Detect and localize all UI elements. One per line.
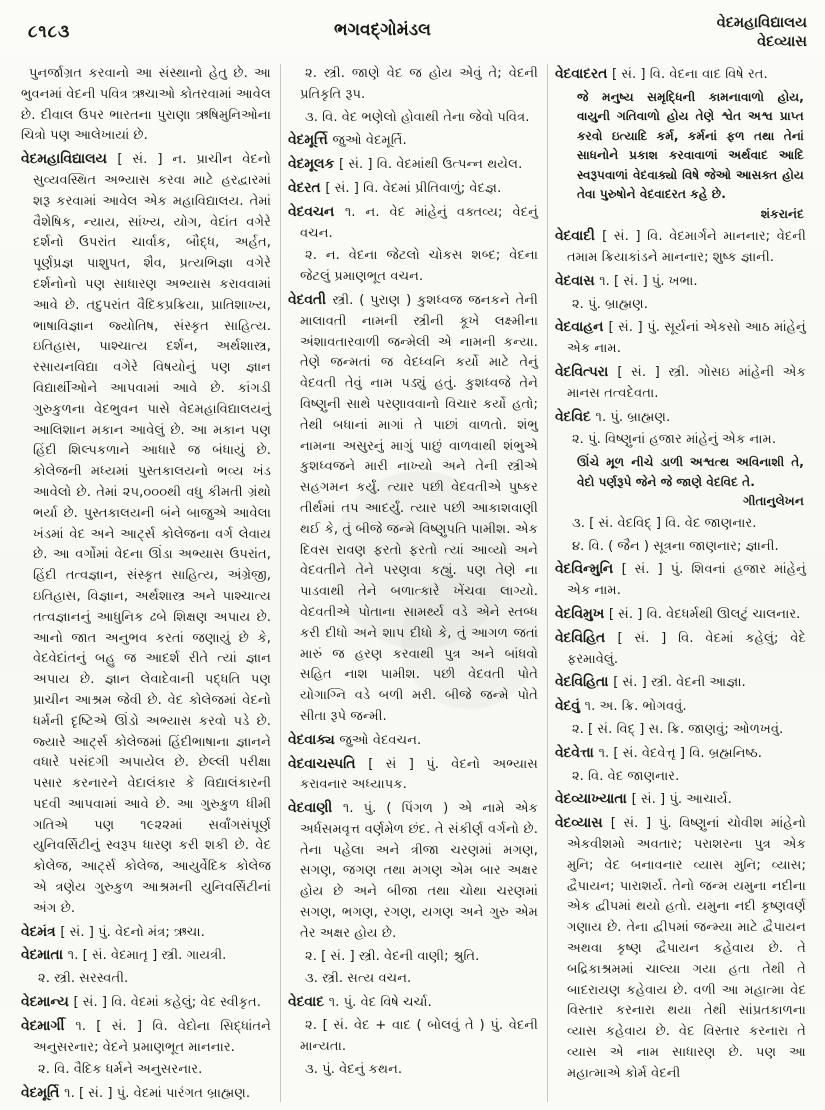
entry-headword: વેદરત	[287, 179, 326, 196]
quote-block	[577, 88, 804, 225]
text-columns	[14, 64, 815, 1102]
sense-item	[288, 969, 538, 990]
entry-headword: વેદમંત્ર	[21, 923, 61, 940]
entry-headword: વેદમાન્ય	[21, 994, 74, 1011]
entry-text: [ સં. ] સ્ત્રી. વેદની આજ્ઞા.	[613, 675, 746, 691]
sense-item	[555, 514, 806, 535]
column-middle	[281, 64, 548, 1102]
dictionary-entry	[21, 149, 271, 919]
entry-text: ૨. પું. બ્રાહ્મણ.	[571, 296, 648, 312]
dictionary-entry	[555, 628, 806, 671]
entry-headword: વેદમૂર્ત્તિ	[287, 132, 333, 149]
entry-text: [ સં. ] વિ. વેદમાં કહેલું; વેદે ફરમાવેલું.	[566, 630, 806, 667]
entry-text: જુઓ વેદવચન.	[339, 732, 422, 748]
entry-headword: વેદવાસ	[554, 272, 600, 289]
entry-text: ઊંચે મૂળ નીચે ડાળી અશ્વત્થ અવિનાશી તે, વેદો પર્ણરૂપે જેને જે જાણે વેદવિદ તે.	[576, 455, 804, 489]
column-left	[14, 64, 281, 1102]
entry-text: ૨. પું. વિષ્ણુનાં હજાર માંહેનું એક નામ.	[571, 432, 777, 448]
sense-item	[288, 108, 538, 129]
entry-text: [ સં. ] વિ. વેદમાર્ગને માનનાર; વેદની તમામ ક્રિયાકાંડને માનનાર; શુષ્ક જ્ઞાની.	[566, 229, 806, 266]
entry-text: જુઓ વેદમૂર્તિ.	[332, 133, 407, 149]
column-right	[548, 64, 815, 1102]
entry-text: ૨. વિ. વૈદિક ધર્મને અનુસરનાર.	[38, 1062, 203, 1078]
sense-item	[21, 969, 271, 990]
quote-block	[577, 453, 804, 512]
entry-headword: વેદવેત્તા	[554, 744, 599, 761]
continuation-paragraph	[21, 64, 271, 147]
entry-text: [ સં. ] પું. વિષ્ણુનાં ચોવીશ માંહેનો એકવીશમો અવતાર; પરાશરના પુત્ર એક મુનિ; વેદ બનાવનાર વ્યાસ મુનિ; વ્યાસ; દ્વૈપાયન; પારાશર્ય. તેનો જન્મ યમુના નદીના એક દ્વીપમાં થયો હતો. યમુના નદી કૃષ્ણવર્ણ ગણાય છે. તેના દ્વીપમાં જન્મ્યા માટે દ્વૈપાયન અથવા કૃષ્ણ દ્વૈપાયન કહેવાય છે. તે બદ્રિકાશ્રમમાં ચાલ્યા ગયા હતા તેથી તે બાદરાયણ કહેવાય છે. વળી આ મહાત્મા વેદ વિસ્તાર કરનારા થયા તેથી સાંપ્રતકાળના વ્યાસ કહેવાય છે. વેદ વિસ્તાર કરનારા તે વ્યાસ એ નામ સાધારણ છે. પણ આ મહાત્માએ કોર્મ વેદની	[566, 816, 806, 1081]
entry-headword: વેદવાણી	[287, 800, 343, 817]
entry-headword: વેદવું	[554, 698, 585, 715]
dictionary-entry	[555, 362, 806, 405]
entry-headword: વેદવાદરત	[554, 66, 613, 82]
page-header	[0, 14, 825, 66]
quote-attribution: શંકરાનંદ	[760, 206, 804, 221]
dictionary-entry	[21, 1083, 271, 1105]
dictionary-entry	[555, 226, 806, 269]
sense-item	[555, 430, 806, 451]
entry-headword: વેદવાક્ય	[287, 731, 340, 748]
dictionary-entry	[555, 559, 806, 602]
dictionary-entry	[555, 407, 806, 429]
entry-headword: વેદવાચસ્પતિ	[287, 755, 369, 772]
dictionary-entry	[21, 922, 271, 944]
dictionary-entry	[288, 130, 538, 152]
sense-item	[288, 64, 538, 106]
running-head-last-entry: વેદવ્યાસ	[757, 34, 807, 50]
entry-headword: વેદવિત્પરા	[554, 364, 618, 381]
dictionary-entry	[288, 730, 538, 752]
entry-headword: વેદવચન	[287, 203, 345, 220]
dictionary-entry	[555, 604, 806, 626]
sense-item	[21, 1060, 271, 1081]
dictionary-entry	[555, 64, 806, 86]
dictionary-entry	[288, 154, 538, 176]
book-title: ભગવદ્ગોમંડલ	[334, 20, 431, 40]
entry-headword: વેદમાતા	[21, 947, 68, 964]
entry-headword: વેદવિહિતા	[554, 674, 614, 691]
entry-text: ૨. [ સં. ] સ્ત્રી. વેદની વાણી; શ્રુતિ.	[304, 948, 480, 964]
sense-item	[555, 767, 806, 788]
entry-text: ૩. સ્ત્રી. સત્ય વચન.	[304, 971, 412, 987]
entry-text: ૩. [ સં. વેદવિદ્ ] વિ. વેદ જાણનાર.	[571, 515, 757, 531]
entry-text: ૪. વિ. ( જૈન ) સૂત્રના જાણનાર; જ્ઞાની.	[571, 538, 779, 554]
sense-item	[555, 295, 806, 316]
entry-headword: વેદમૂર્તિ	[21, 1085, 65, 1102]
entry-text: [ સં. ] વિ. વેદમાં કહેલું; વેદ સ્વીકૃત.	[73, 995, 261, 1011]
dictionary-entry	[288, 798, 538, 945]
dictionary-entry	[555, 672, 806, 694]
page-number: ૮૧૮૩	[28, 22, 71, 42]
entry-text: સ્ત્રી. ( પુરાણ ) કુશધ્વજ જનકને તેની માલાવતી નામની સ્ત્રીની કૂખે લક્ષ્મીના અંશાવતારવાળી જન્મેલી એ નામની કન્યા. તેણે જન્મતાં જ વેદધ્વનિ કર્યો માટે તેનું વેદવતી તેવું નામ પડ્યું હતું. કુશધ્વજે તેને વિષ્ણુની સાથે પરણાવવાનો વિચાર કર્યો હતો; તેથી બધાનાં માગાં તે પાછાં વાળતો. શંભુ નામના અસુરનું માગું પાછું વાળવાથી શંભુએ કુશધ્વજને મારી નાખ્યો અને તેની સ્ત્રીએ સહગમન કર્યું. ત્યાર પછી વેદવતીએ પુષ્કર તીર્થમાં તપ આદર્યું. ત્યાર પછી આકાશવાણી થઈ કે, તું બીજે જન્મે વિષ્ણુપતિ પામીશ. એક દિવસ રાવણ ફરતો ફરતો ત્યાં આવ્યો અને વેદવતીને તેને પરણવા કહ્યું. પણ તેણે ના પાડવાથી તેને બળાત્કારે ખેંચવા લાગ્યો. વેદવતીએ પોતાના સામર્થ્ય વડે એને સ્તબ્ધ કરી દીધો અને શાપ દીધો કે, તું આગળ જતાં મારું જ હરણ કરવાથી પુત્ર અને બાંધવો સહિત નાશ પામીશ. પછી વેદવતી પોતે યોગાગ્નિ વડે બળી મરી. બીજે જન્મે પોતે સીતા રૂપે જન્મી.	[299, 292, 538, 724]
sense-item	[288, 1060, 538, 1081]
sense-item	[555, 537, 806, 558]
entry-text: ૧. [ સં. ] પું. ખભા.	[599, 273, 698, 289]
entry-headword: વેદમહાવિદ્યાલય	[21, 151, 118, 168]
entry-headword: વેદવાહન	[554, 319, 609, 336]
dictionary-entry	[288, 992, 538, 1014]
dictionary-entry	[288, 202, 538, 245]
entry-text: ૨. વિ. વેદ જાણનાર.	[571, 768, 680, 784]
entry-headword: વેદવતી	[287, 291, 333, 308]
entry-text: ૧. અ. ક્રિ. ભોગવવું.	[584, 699, 687, 715]
entry-text: [ સં. ] પું. શિવનાં હજાર માંહેનું એક નામ.	[566, 562, 806, 599]
dictionary-entry	[555, 696, 806, 718]
entry-text: [ સં. ] વિ. વેદમાં પ્રીતિવાળું; વેદજ્ઞ.	[325, 180, 502, 196]
sense-item	[288, 1016, 538, 1058]
entry-headword: વેદવિદ	[554, 408, 596, 425]
dictionary-entry	[555, 743, 806, 765]
entry-text: [ સં. ] ન. પ્રાચીન વેદનો સુવ્યવસ્થિત અભ્યાસ કરવા માટે હરદ્વારમાં શરૂ કરવામાં આવેલ એક મહાવિદ્યાલય. તેમાં વૈશેષિક, ન્યાય, સાંખ્ય, યોગ, વેદાંત વગેરે દર્શનો ઉપરાંત ચાર્વાક, બૌદ્ધ, અર્હત, પૂર્ણપ્રજ્ઞ પાશુપત, શૈવ, પ્રત્યભિજ્ઞા વગેરે દર્શનોનો પણ સાધારણ અભ્યાસ કરાવવામાં આવે છે. તદુપરાંત વૈદિકપ્રક્રિયા, પ્રાતિશાખ્ય, ભાષાવિજ્ઞાન જ્યોતિષ, સંસ્કૃત સાહિત્ય. ઇતિહાસ, પાશ્ચાત્ય દર્શન, અર્થશાસ્ત્ર, રસાયનવિદ્યા વગેરે વિષયોનું પણ જ્ઞાન વિદ્યાર્થીઓને આપવામાં આવે છે. કાંગડી ગુરુકુળના વેદભુવન પાસે વેદમહાવિદ્યાલયનું આલિશાન મકાન આવેલું છે. આ મકાન પણ હિંદી શિલ્પકળાને આધારે જ બંધાયું છે. કોલેજની મધ્યમાં પુસ્તકાલયનો ભવ્ય ખંડ આવેલો છે. તેમાં ૨૫,૦૦૦થી વધુ કીમતી ગ્રંથો ભર્યા છે. પુસ્તકાલયની બંને બાજુએ આવેલા ખંડમાં વેદ અને આર્ટ્સ કોલેજના વર્ગ લેવાય છે. આ વર્ગોમાં વેદના ઊંડા અભ્યાસ ઉપરાંત, હિંદી તત્વજ્ઞાન, સંસ્કૃત સાહિત્ય, અંગ્રેજી, ઇતિહાસ, વિજ્ઞાન, અર્થશાસ્ત્ર અને પાશ્ચાત્ય તત્વજ્ઞાનનું આધુનિક ઢબે શિક્ષણ અપાય છે. આનો જાત અનુભવ કરતાં જણાયું છે કે, વેદવેદાંતનું બહુ જ આદર્શ રીતે ત્યાં જ્ઞાન અપાય છે. જ્ઞાન લેવાદેવાની પદ્ધતિ પણ પ્રાચીન આશ્રમ જેવી છે. વેદ કોલેજમાં વેદનો ધર્મની દૃષ્ટિએ ઊંડો અભ્યાસ કરવો પડે છે. જ્યારે આર્ટ્સ કોલેજમાં હિંદીભાષાના જ્ઞાનને વધારે પસંદગી અપાયેલ છે. છેલ્લી પરીક્ષા પસાર કરનારને વેદાલંકાર કે વિદ્યાલંકારની પદવી આપવામાં આવે છે. આ ગુરુકુળ ધીમી ગતિએ પણ ૧૯૨૨માં સર્વાંગસંપૂર્ણ યુનિવર્સિટીનું સ્વરૂપ ધારણ કરી શકી છે. વેદ કોલેજ, આર્ટ્સ કોલેજ, આયુર્વેદિક કોલેજ એ ત્રણેય ગુરુકુળ આશ્રમની યુનિવર્સિટીનાં અંગ છે.	[33, 152, 271, 916]
entry-text: [ સં. ] સ્ત્રી. ગોસઇ માંહેની એક માનસ તત્વદેવતા.	[566, 365, 806, 401]
quote-attribution: ગીતાનુલેખન	[743, 494, 804, 509]
entry-text: ૨. સ્ત્રી. સરસ્વતી.	[38, 971, 129, 987]
dictionary-entry	[288, 290, 538, 728]
dictionary-entry	[555, 317, 806, 360]
entry-headword: વેદવિહિત	[554, 629, 618, 646]
entry-headword: વેદમાર્ગી	[21, 1017, 76, 1034]
entry-text: [ સં. ] વિ. વેદમાંથી ઉત્પન્ન થયેલ.	[339, 157, 523, 173]
entry-text: ૧. [ સં. વેદમાતૃ ] સ્ત્રી. ગાયત્રી.	[67, 948, 227, 964]
entry-text: પુનર્જાગ્રત કરવાનો આ સંસ્થાનો હેતુ છે. આ ભુવનમાં વેદની પવિત્ર ઋચાઓ કોતરવામાં આવેલ છે. દીવાલ ઉપર ભારતના પુરાણા ઋષિમુનિઓના ચિત્રો પણ આલેખાયાં છે.	[21, 66, 271, 144]
sense-item	[288, 947, 538, 968]
running-head	[717, 14, 807, 52]
entry-headword: વેદવાદી	[554, 228, 603, 245]
dictionary-entry	[555, 789, 806, 811]
running-head-first-entry: વેદમહાવિદ્યાલય	[716, 15, 807, 31]
entry-text: ૨. સ્ત્રી. જાણે વેદ જ હોય એવું તે; વેદની પ્રતિકૃતિ રૂપ.	[299, 66, 538, 102]
entry-text: [ સં ] પું. વેદનો અભ્યાસ કરાવનાર અધ્યાપક.	[299, 756, 538, 793]
dictionary-entry	[555, 813, 806, 1084]
dictionary-entry	[555, 271, 806, 293]
entry-text: ૧. ન. વેદ માંહેનું વક્તવ્ય; વેદનું વચન.	[299, 204, 538, 241]
entry-headword: વેદમૂલક	[287, 156, 339, 173]
entry-text: ૨. ન. વેદના જેટલો ચોકસ શબ્દ; વેદના જેટલું પ્રમાણભૂત વચન.	[299, 248, 538, 285]
entry-headword: વેદવિમુખ	[554, 605, 609, 622]
entry-text: [ સં. ] પું. સૂર્યનાં એકસો આઠ માંહેનું એક નામ.	[566, 320, 806, 357]
entry-text: ૧. પું. ( પિંગળ ) એ નામે એક અર્ધસમવૃત્ત વર્ણમેળ છંદ. તે સંકીર્ણ વર્ગનો છે. તેના પહેલા અને ત્રીજા ચરણમાં મગણ, સગણ, જગણ તથા મગણ એમ બાર અક્ષર હોય છે અને બીજા તથા ચોથા ચરણમાં સગણ, ભગણ, રગણ, યગણ અને ગુરુ એમ તેર અક્ષર હોય છે.	[299, 801, 538, 941]
entry-text: [ સં. ] વિ. વેદધર્મથી ઊલટું ચાલનાર.	[608, 606, 801, 622]
entry-headword: વેદવાદ	[287, 994, 329, 1011]
dictionary-entry	[288, 178, 538, 200]
dictionary-entry	[21, 945, 271, 967]
entry-text: ૧. પું. વેદ વિષે ચર્ચા.	[328, 995, 432, 1011]
dictionary-entry	[288, 754, 538, 797]
entry-text: ૧. [ સં. ] પું. વેદમાં પારંગત બ્રાહ્મણ.	[64, 1086, 251, 1102]
entry-headword: વેદવિન્મુનિ	[554, 561, 622, 578]
entry-text: [ સં. ] પું. આચાર્ય.	[631, 792, 732, 808]
entry-text: ૧. [ સં. ] વિ. વેદોના સિદ્ધાંતને અનુસરનાર; વેદને પ્રમાણભૂત માનનાર.	[33, 1018, 271, 1055]
entry-headword: વેદવ્યાસ	[554, 815, 611, 832]
entry-text: [ સં. ] વિ. વેદના વાદ વિષે રત.	[612, 67, 768, 82]
entry-text: ૩. વિ. વેદ ભણેલો હોવાથી તેના જેવો પવિત્ર.	[304, 109, 530, 125]
sense-item	[288, 246, 538, 288]
entry-text: ૨. [ સં. વેદ + વાદ ( બોલવું તે ) પું. વેદની માન્યતા.	[299, 1018, 538, 1054]
entry-headword: વેદવ્યાખ્યાતા	[554, 791, 632, 808]
dictionary-entry	[21, 992, 271, 1014]
entry-text: ૧. [ સં. વેદવેત્તૃ ] વિ. બ્રહ્મનિષ્ઠ.	[598, 745, 762, 761]
entry-text: ૩. પું. વેદનું કથન.	[304, 1061, 403, 1077]
sense-item	[555, 720, 806, 741]
entry-text: [ સં. ] પું. વેદનો મંત્ર; ઋચા.	[60, 924, 205, 940]
dictionary-entry	[21, 1016, 271, 1059]
entry-text: ૧. પું. બ્રાહ્મણ.	[595, 409, 671, 425]
entry-text: જે મનુષ્ય સમૃદ્ધિની કામનાવાળો હોય, વાયુની ગતિવાળો હોય તેણે શ્વેત અશ્વ પ્રાપ્ત કરવો ઇત્યાદિ કર્મ, કર્મનાં ફળ તથા તેનાં સાધનોને પ્રકાશ કરવાવાળાં અર્થવાદ આદિ સ્વરૂપવાળાં વેદવાક્યો વિષે જેઓ આસક્ત હોય તેવા પુરુષોને વેદવાદરત કહે છે.	[576, 89, 804, 202]
entry-text: ૨. [ સં. વિદ્ ] સ. ક્રિ. જાણવું; ઓળખવું.	[571, 721, 784, 737]
